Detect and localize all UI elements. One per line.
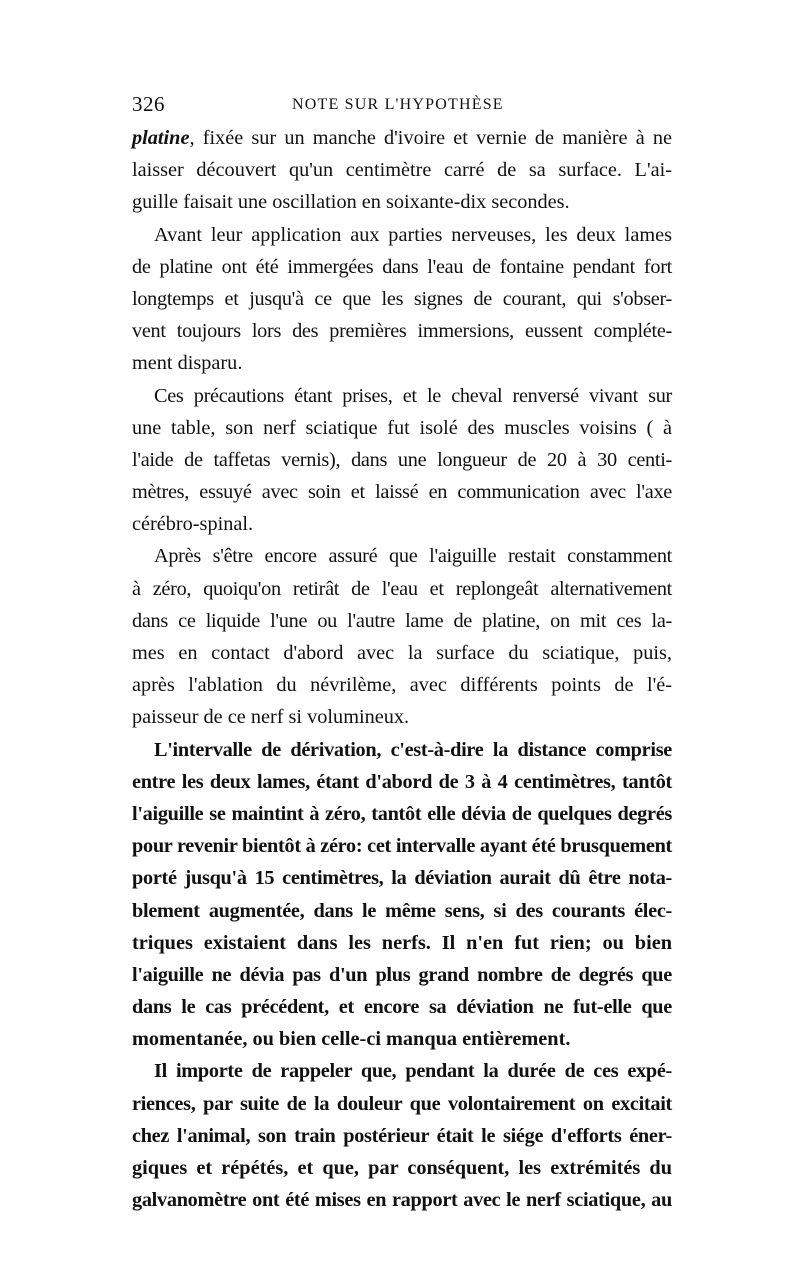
body-text <box>132 122 672 1216</box>
text-line: galvanomètre ont été mises en rapport avec le nerf sciatique, au <box>132 1189 672 1212</box>
text-line: après l'ablation du névrilème, avec différents points de l'é- <box>132 674 672 697</box>
text-line: mes en contact d'abord avec la surface du sciatique, puis, <box>132 642 672 664</box>
text-line: porté jusqu'à 15 centimètres, la déviation aurait dû être nota- <box>132 867 672 890</box>
text-line: Après s'être encore assuré que l'aiguille restait constamment <box>154 545 672 568</box>
text-line: à zéro, quoiqu'on retirât de l'eau et replongeât alternativement <box>132 577 672 600</box>
paragraph <box>132 219 672 380</box>
emphasized-word: platine <box>132 127 190 149</box>
text-line: chez l'animal, son train postérieur était le siége d'efforts éner- <box>132 1124 672 1147</box>
text-line: guille faisait une oscillation en soixante-dix secondes. <box>132 191 570 214</box>
text-line: Il importe de rappeler que, pendant la durée de ces expé- <box>154 1060 672 1083</box>
running-title: NOTE SUR L'HYPOTHÈSE <box>292 96 504 113</box>
text-line: riences, par suite de la douleur que volontairement on excitait <box>132 1092 672 1115</box>
text-line: giques et répétés, et que, par conséquent, les extrémités du <box>132 1157 672 1179</box>
text-line: entre les deux lames, étant d'abord de 3 à 4 centimètres, tantôt <box>132 770 672 793</box>
text-line: vent toujours lors des premières immersions, eussent compléte- <box>132 320 672 343</box>
paragraph <box>132 122 672 219</box>
paragraph <box>132 380 672 541</box>
text-line <box>132 122 672 154</box>
text-line: Avant leur application aux parties nerveuses, les deux lames <box>154 223 672 246</box>
page-header <box>132 92 672 122</box>
text-line: mètres, essuyé avec soin et laissé en communication avec l'axe <box>132 481 672 504</box>
text-line: une table, son nerf sciatique fut isolé des muscles voisins ( à <box>132 416 672 439</box>
text-line: l'aide de taffetas vernis), dans une longueur de 20 à 30 centi- <box>132 448 672 471</box>
paragraph <box>132 540 672 733</box>
page-number: 326 <box>132 92 165 116</box>
text-line: L'intervalle de dérivation, c'est-à-dire la distance comprise <box>154 738 672 761</box>
text-line: dans le cas précédent, et encore sa déviation ne fut-elle que <box>132 996 672 1019</box>
text-line: l'aiguille se maintint à zéro, tantôt elle dévia de quelques degrés <box>132 802 672 825</box>
text-line: cérébro-spinal. <box>132 513 254 536</box>
paragraph <box>132 1055 672 1216</box>
text-line: longtemps et jusqu'à ce que les signes de courant, qui s'obser- <box>132 287 672 310</box>
text-line: de platine ont été immergées dans l'eau de fontaine pendant fort <box>132 255 672 278</box>
text-line: Ces précautions étant prises, et le cheval renversé vivant sur <box>154 384 672 407</box>
text-line: triques existaient dans les nerfs. Il n'en fut rien; ou bien <box>132 931 672 954</box>
text-line: l'aiguille ne dévia pas d'un plus grand nombre de degrés que <box>132 963 672 986</box>
text-line: blement augmentée, dans le même sens, si des courants élec- <box>132 899 672 922</box>
paragraph <box>132 734 672 1056</box>
text-line: momentanée, ou bien celle-ci manqua entièrement. <box>132 1028 571 1051</box>
text-line: laisser découvert qu'un centimètre carré de sa surface. L'ai- <box>132 159 672 182</box>
line-rest: , fixée sur un manche d'ivoire et vernie de manière à ne <box>189 127 672 149</box>
text-line: pour revenir bientôt à zéro: cet intervalle ayant été brusquement <box>132 835 672 858</box>
text-line: dans ce liquide l'une ou l'autre lame de platine, on mit ces la- <box>132 609 672 632</box>
text-line: paisseur de ce nerf si volumineux. <box>132 706 410 729</box>
text-line: ment disparu. <box>132 352 243 375</box>
